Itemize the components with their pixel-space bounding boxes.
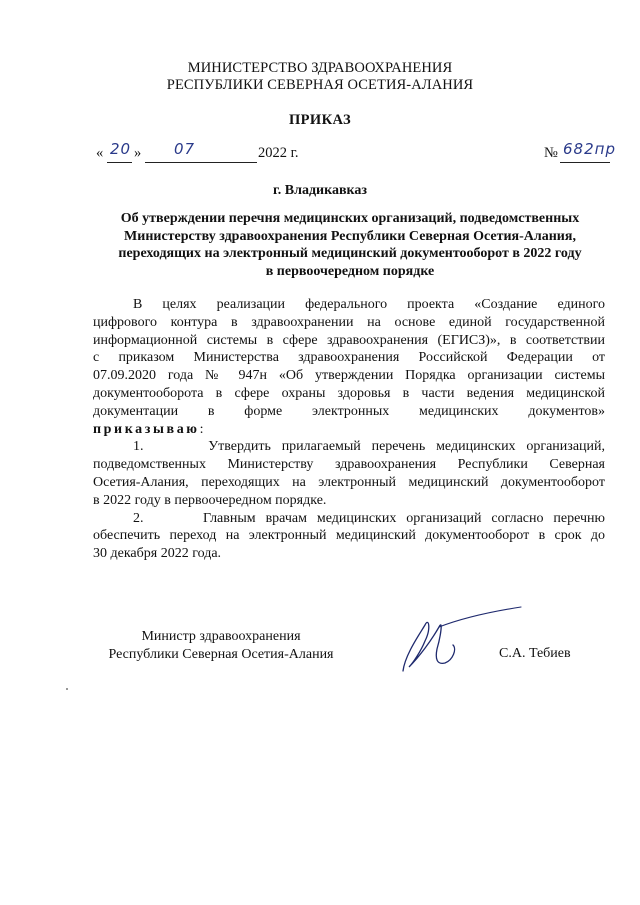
item-text: Главным врачам медицинских организаций согласно перечню xyxy=(203,510,605,526)
position-line1: Министр здравоохранения xyxy=(141,629,301,644)
subject-line: Министерству здравоохранения Республики Северная Осетия-Алания, xyxy=(124,228,576,244)
preamble-line: В целях реализации федерального проекта «Создание единого xyxy=(133,297,605,312)
item-line: обеспечить переход на электронный медицинский документооборот в срок до xyxy=(93,528,605,544)
preamble-line: цифрового контура в здравоохранении на основе единой государственной xyxy=(93,314,605,330)
date-quote-open: « xyxy=(96,145,104,161)
preamble-line: информационной системы в сфере здравоохранения (ЕГИСЗ)», в соответствии xyxy=(93,332,605,348)
order-word-line xyxy=(93,421,605,439)
handwritten-signature xyxy=(395,605,525,680)
month-underline xyxy=(145,162,257,163)
date-year: 2022 г. xyxy=(258,145,299,161)
preamble-line: документации в форме электронных медицинских документов» xyxy=(93,403,605,419)
date-month: 07 xyxy=(174,140,196,158)
item-line: 30 декабря 2022 года. xyxy=(93,546,222,562)
item-number: 1. xyxy=(133,439,144,455)
order-word-colon: : xyxy=(199,421,204,437)
subject-line: переходящих на электронный медицинский документооборот в 2022 году xyxy=(118,246,582,261)
ministry-header xyxy=(0,60,640,94)
order-title: ПРИКАЗ xyxy=(288,112,352,128)
order-word: приказываю xyxy=(93,421,200,437)
preamble-paragraph xyxy=(93,296,605,563)
item-number: 2. xyxy=(133,510,144,526)
signatory-name: С.А. Тебиев xyxy=(499,646,571,661)
position-line2: Республики Северная Осетия-Алания xyxy=(108,647,334,662)
ministry-name-line2: РЕСПУБЛИКИ СЕВЕРНАЯ ОСЕТИЯ-АЛАНИЯ xyxy=(166,77,474,93)
preamble-line: документооборота в сфере охраны здоровья в части ведения медицинской xyxy=(93,385,605,401)
order-date-row xyxy=(96,140,616,165)
subject-line: Об утверждении перечня медицинских организаций, подведомственных xyxy=(120,211,580,226)
date-day: 20 xyxy=(110,140,132,158)
preamble-line: с приказом Министерства здравоохранения Российской Федерации от xyxy=(93,350,605,366)
item-1-first-line xyxy=(93,438,605,456)
item-2-first-line xyxy=(93,510,605,528)
item-line: в 2022 году в первоочередном порядке. xyxy=(93,492,327,508)
item-line: Осетия-Алания, переходящих на электронный медицинский документооборот xyxy=(93,474,605,490)
subject-line: в первоочередном порядке xyxy=(265,263,435,279)
number-underline xyxy=(560,162,610,163)
order-number: 682пр xyxy=(563,140,616,158)
signatory-position xyxy=(96,628,346,664)
preamble-line: 07.09.2020 года № 947н «Об утверждении Порядка организации системы xyxy=(93,368,605,384)
scan-speck xyxy=(66,688,68,690)
item-text: Утвердить прилагаемый перечень медицинских организаций, xyxy=(208,439,606,455)
city: г. Владикавказ xyxy=(272,183,367,198)
date-quote-close: » xyxy=(134,145,142,161)
item-line: подведомственных Министерству здравоохранения Республики Северная xyxy=(93,457,605,473)
order-number-label: № xyxy=(544,145,558,161)
day-underline xyxy=(107,162,132,163)
order-subject xyxy=(90,210,610,280)
ministry-name-line1: МИНИСТЕРСТВО ЗДРАВООХРАНЕНИЯ xyxy=(187,60,453,76)
